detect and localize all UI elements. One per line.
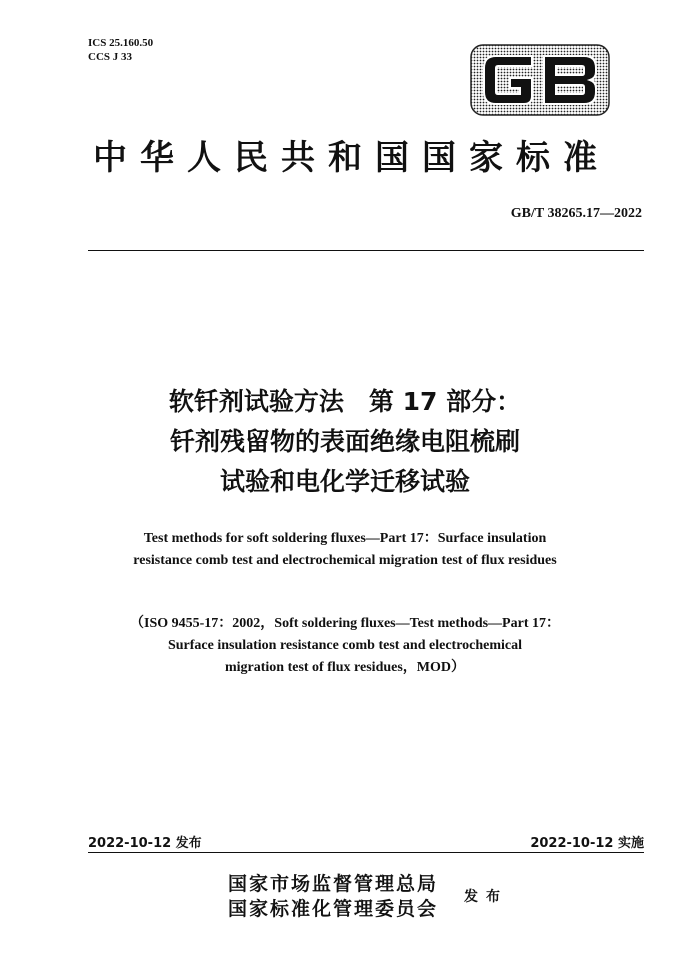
english-title-line: resistance comb test and electrochemical migration test of flux residues: [133, 553, 557, 568]
english-title: [0, 528, 690, 572]
issuer-sac: 国家标准化管理委员会: [228, 898, 439, 920]
iso-reference: [0, 613, 690, 679]
ccs-code: CCS J 33: [88, 51, 133, 63]
chinese-title: [0, 382, 690, 502]
issue-date: 2022-10-12 发布: [88, 836, 202, 851]
iso-reference-line: （ISO 9455-17：2002，Soft soldering fluxes—Test methods—Part 17：: [130, 616, 560, 631]
chinese-title-line: 钎剂残留物的表面绝缘电阻梳刷: [169, 427, 520, 456]
iso-reference-line: migration test of flux residues，MOD）: [224, 660, 466, 675]
ics-code: ICS 25.160.50: [88, 37, 154, 49]
chinese-title-line: 试验和电化学迁移试验: [219, 467, 470, 496]
iso-reference-line: Surface insulation resistance comb test and electrochemical: [167, 638, 523, 653]
gb-logo-icon: [470, 44, 610, 116]
implementation-date: 2022-10-12 实施: [530, 836, 644, 851]
issuer-samr: 国家市场监督管理总局: [228, 873, 439, 895]
issuing-authorities: [228, 872, 438, 922]
national-standard-title: 中华人民共和国国家标准: [93, 138, 610, 178]
classification-codes: [88, 36, 153, 64]
english-title-line: Test methods for soft soldering fluxes—Part 17：Surface insulation: [143, 531, 547, 546]
standard-number: GB/T 38265.17—2022: [510, 206, 642, 221]
top-divider: [88, 250, 644, 251]
chinese-title-line: 软钎剂试验方法 第 17 部分：: [168, 387, 522, 416]
publish-label: 发布: [464, 889, 508, 905]
bottom-divider: [88, 852, 644, 853]
